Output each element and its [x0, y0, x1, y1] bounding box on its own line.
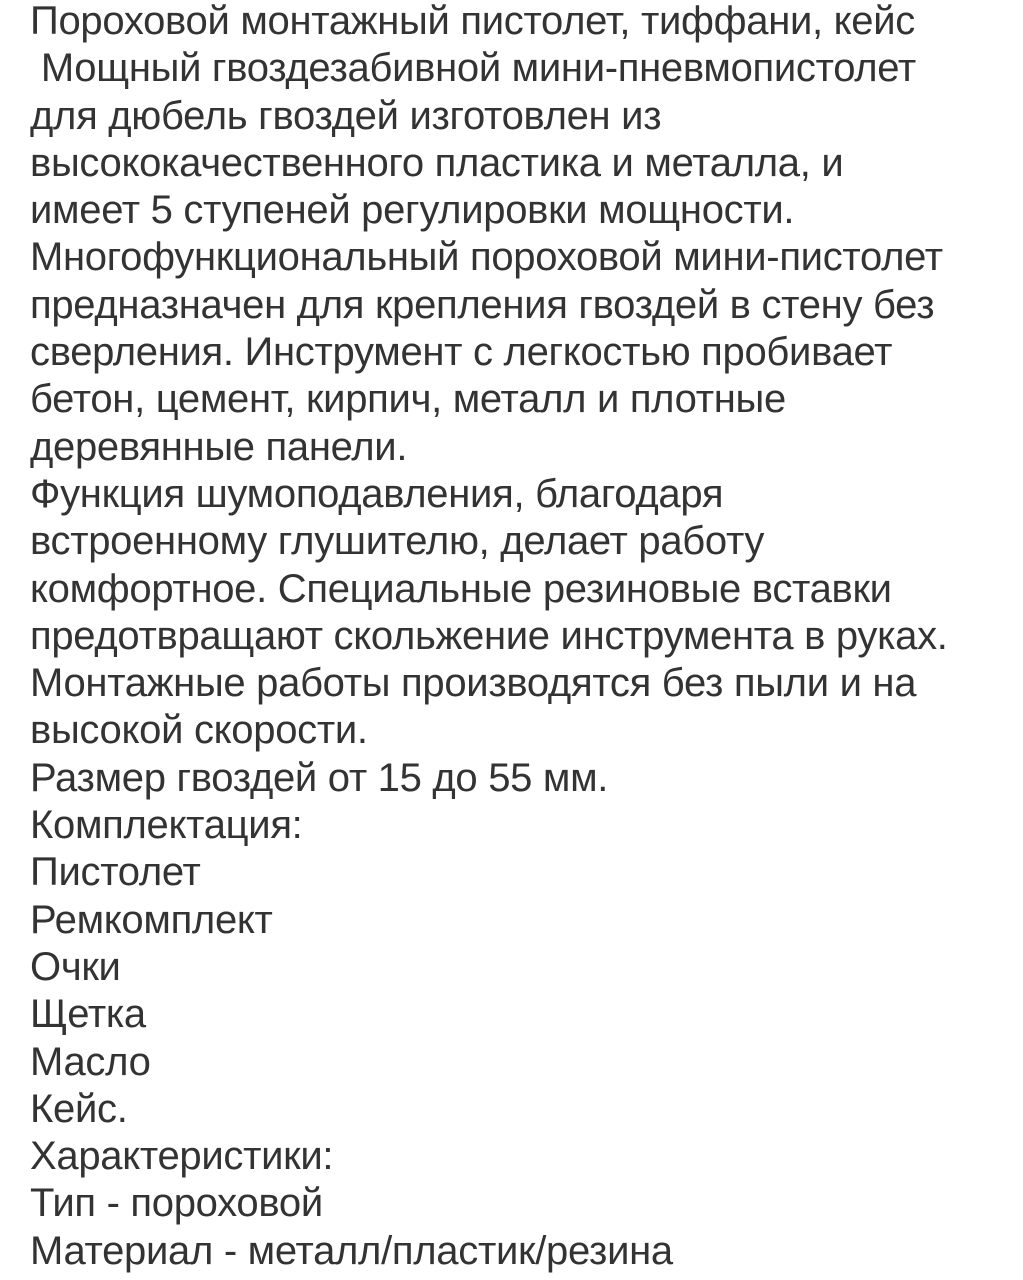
text-line: Пистолет — [30, 850, 201, 895]
text-line: Комплектация: — [30, 803, 303, 848]
text-line: Материал - металл/пластик/резина — [30, 1228, 673, 1273]
text-line: Многофункциональный пороховой мини-пистолет — [30, 235, 943, 280]
text-line: деревянные панели. — [30, 424, 408, 469]
text-line: встроенному глушителю, делает работу — [30, 519, 765, 564]
text-line: комфортное. Специальные резиновые вставки — [30, 566, 892, 611]
text-line: сверления. Инструмент с легкостью пробивает — [30, 330, 893, 375]
text-line: Размер гвоздей от 15 до 55 мм. — [30, 755, 609, 800]
text-line: Функция шумоподавления, благодаря — [30, 471, 724, 516]
text-line: для дюбель гвоздей изготовлен из — [30, 93, 662, 138]
text-line: Тип - пороховой — [30, 1181, 323, 1226]
text-line: имеет 5 ступеней регулировки мощности. — [30, 188, 795, 233]
text-line: Ремкомплект — [30, 897, 273, 942]
text-line: Кейс. — [30, 1086, 128, 1131]
text-line: Масло — [30, 1039, 151, 1084]
product-description — [30, 0, 1003, 1275]
text-line: предназначен для крепления гвоздей в стену без — [30, 282, 935, 327]
text-line: высокой скорости. — [30, 708, 368, 753]
text-line: Щетка — [30, 992, 146, 1037]
text-line: бетон, цемент, кирпич, металл и плотные — [30, 377, 786, 422]
text-line: Монтажные работы производятся без пыли и на — [30, 661, 917, 706]
text-line: Характеристики: — [30, 1134, 334, 1179]
text-line: Пороховой монтажный пистолет, тиффани, кейс — [30, 0, 915, 43]
text-line: высококачественного пластика и металла, и — [30, 140, 844, 185]
text-line: предотвращают скольжение инструмента в руках. — [30, 613, 948, 658]
text-line: Мощный гвоздезабивной мини-пневмопистолет — [30, 46, 916, 91]
text-line: Очки — [30, 944, 121, 989]
